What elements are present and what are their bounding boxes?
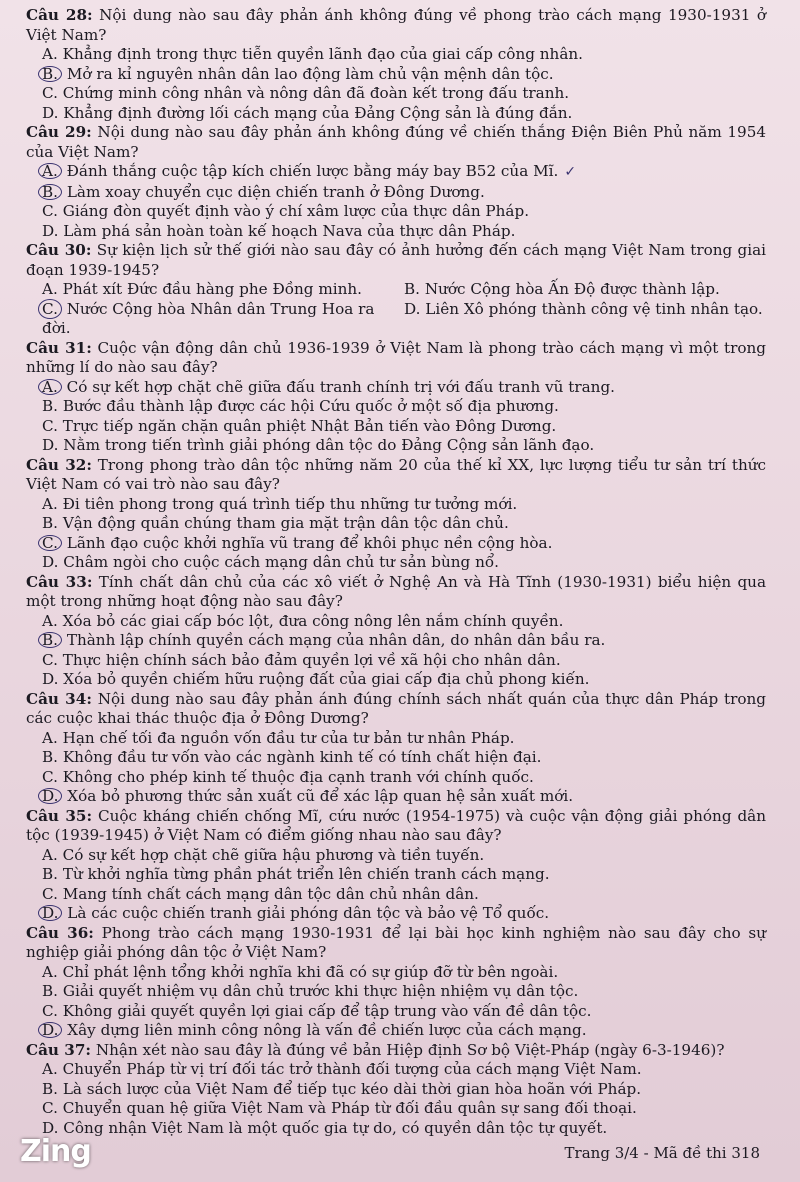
option-text: Không đầu tư vốn vào các ngành kinh tế có tính chất hiện đại. <box>62 748 542 766</box>
option-letter: C. <box>42 84 58 102</box>
question-number: Câu 29: <box>26 123 92 141</box>
option-letter: A. <box>38 379 62 395</box>
option-letter: B. <box>42 982 58 1000</box>
option-text: Thành lập chính quyền cách mạng của nhân dân, do nhân dân bầu ra. <box>66 631 606 649</box>
answer-option <box>42 729 766 749</box>
option-text: Liên Xô phóng thành công vệ tinh nhân tạo. <box>425 299 763 318</box>
answer-option <box>42 222 766 242</box>
option-text: Phát xít Đức đầu hàng phe Đồng minh. <box>62 280 362 298</box>
option-letter: C. <box>42 767 58 786</box>
option-letter: B. <box>38 632 62 648</box>
question-text: Nội dung nào sau đây phản ánh đúng chính sách nhất quán của thực dân Pháp trong các cuộc khai thác thuộc địa ở Đông Dương? <box>26 689 767 727</box>
question-block <box>26 690 766 807</box>
question-stem <box>26 690 766 729</box>
question-number: Câu 36: <box>26 923 94 942</box>
option-text: Bước đầu thành lập được các hội Cứu quốc ở một số địa phương. <box>62 397 559 415</box>
option-letter: D. <box>42 103 59 122</box>
question-number: Câu 33: <box>26 572 93 591</box>
answer-option <box>42 378 766 398</box>
option-text: Trực tiếp ngăn chặn quân phiệt Nhật Bản tiến vào Đông Dương. <box>62 416 557 435</box>
option-letter: B. <box>42 748 58 766</box>
option-letter: A. <box>42 962 58 981</box>
option-letter: C. <box>42 1001 58 1020</box>
answer-option <box>42 1002 766 1022</box>
option-text: Châm ngòi cho cuộc cách mạng dân chủ tư sản bùng nổ. <box>63 553 499 571</box>
option-text: Là sách lược của Việt Nam để tiếp tục kéo dài thời gian hòa hoãn với Pháp. <box>62 1079 642 1098</box>
option-letter: B. <box>38 184 62 200</box>
option-letter: C. <box>38 299 62 319</box>
option-letter: A. <box>42 1060 58 1078</box>
option-text: Khẳng định đường lối cách mạng của Đảng Cộng sản là đúng đắn. <box>63 103 573 122</box>
option-text: Có sự kết hợp chặt chẽ giữa hậu phương và tiền tuyến. <box>62 845 485 864</box>
check-mark-icon: ✓ <box>564 164 577 180</box>
answer-option <box>42 1080 766 1100</box>
option-letter: B. <box>38 66 62 82</box>
answer-option <box>42 612 766 632</box>
option-text: Lãnh đạo cuộc khởi nghĩa vũ trang để khôi phục nền cộng hòa. <box>66 533 553 552</box>
option-letter: D. <box>38 788 62 804</box>
question-text: Phong trào cách mạng 1930-1931 để lại bài học kinh nghiệm nào sau đây cho sự nghiệp giải phóng dân tộc ở Việt Nam? <box>26 923 767 961</box>
zing-logo: Zing <box>20 1134 91 1169</box>
option-text: Khẳng định trong thực tiễn quyền lãnh đạo của giai cấp công nhân. <box>62 45 584 63</box>
answer-option <box>42 417 766 437</box>
option-text: Làm xoay chuyển cục diện chiến tranh ở Đông Dương. <box>66 182 485 201</box>
question-stem <box>26 339 766 378</box>
question-block <box>26 924 766 1041</box>
question-block <box>26 339 766 456</box>
option-text: Vận động quần chúng tham gia mặt trận dân tộc dân chủ. <box>62 514 509 532</box>
option-text: Chuyển quan hệ giữa Việt Nam và Pháp từ đối đầu quân sự sang đối thoại. <box>62 1099 637 1117</box>
question-number: Câu 30: <box>26 241 92 259</box>
question-stem <box>26 573 766 612</box>
option-letter: B. <box>42 865 58 883</box>
option-text: Hạn chế tối đa nguồn vốn đầu tư của tư bản tư nhân Pháp. <box>62 728 515 747</box>
question-stem <box>26 123 766 162</box>
answer-option <box>42 104 766 124</box>
answer-option <box>42 748 766 768</box>
option-letter: D. <box>42 553 59 571</box>
question-text: Cuộc vận động dân chủ 1936-1939 ở Việt Nam là phong trào cách mạng vì một trong những lí do nào sau đây? <box>26 338 767 376</box>
answer-option <box>42 84 766 104</box>
question-number: Câu 32: <box>26 455 92 474</box>
option-text: Đánh thắng cuộc tập kích chiến lược bằng máy bay B52 của Mĩ. <box>66 162 559 180</box>
answer-option <box>42 45 766 65</box>
option-letter: C. <box>42 650 58 669</box>
option-letter: D. <box>42 436 59 454</box>
question-stem <box>26 924 766 963</box>
question-text: Tính chất dân chủ của các xô viết ở Nghệ An và Hà Tĩnh (1930-1931) biểu hiện qua một trong những hoạt động nào sau đây? <box>26 572 767 610</box>
answer-option <box>404 280 766 300</box>
question-text: Cuộc kháng chiến chống Mĩ, cứu nước (1954-1975) và cuộc vận động giải phóng dân tộc (1939-1945) ở Việt Nam có điểm giống nhau nào sau đây? <box>26 806 767 844</box>
option-letter: D. <box>404 299 421 318</box>
question-stem <box>26 807 766 846</box>
answer-option <box>42 982 766 1002</box>
answer-option-row <box>42 280 766 300</box>
answer-option <box>42 495 766 515</box>
option-text: Chỉ phát lệnh tổng khởi nghĩa khi đã có sự giúp đỡ từ bên ngoài. <box>62 962 559 981</box>
option-letter: B. <box>42 397 58 415</box>
answer-option <box>42 1119 766 1139</box>
option-letter: B. <box>404 280 420 298</box>
question-block <box>26 807 766 924</box>
answer-option <box>42 280 404 300</box>
answer-option <box>42 885 766 905</box>
option-letter: C. <box>42 1099 58 1117</box>
question-number: Câu 31: <box>26 338 92 357</box>
answer-option-row <box>42 300 766 339</box>
question-block <box>26 573 766 690</box>
answer-option <box>42 1021 766 1041</box>
answer-option <box>42 846 766 866</box>
answer-option <box>42 65 766 85</box>
option-letter: A. <box>38 163 62 179</box>
question-text: Trong phong trào dân tộc những năm 20 của thế kỉ XX, lực lượng tiểu tư sản trí thức Việt Nam có vai trò nào sau đây? <box>26 455 767 493</box>
option-letter: D. <box>42 1118 59 1137</box>
option-text: Mở ra kỉ nguyên nhân dân lao động làm chủ vận mệnh dân tộc. <box>66 64 554 83</box>
question-stem <box>26 1041 766 1061</box>
question-list <box>26 6 766 1138</box>
answer-option <box>42 514 766 534</box>
option-text: Xóa bỏ các giai cấp bóc lột, đưa công nông lên nắm chính quyền. <box>62 611 564 630</box>
option-letter: A. <box>42 728 58 747</box>
question-stem <box>26 241 766 280</box>
option-letter: C. <box>38 535 62 551</box>
option-letter: D. <box>38 905 62 921</box>
option-letter: C. <box>42 202 58 220</box>
answer-option <box>42 768 766 788</box>
question-block <box>26 456 766 573</box>
answer-option <box>42 904 766 924</box>
option-text: Không giải quyết quyền lợi giai cấp để tập trung vào vấn đề dân tộc. <box>62 1001 592 1020</box>
question-text: Sự kiện lịch sử thế giới nào sau đây có ảnh hưởng đến cách mạng Việt Nam trong giai đoạn 1939-1945? <box>26 241 767 279</box>
question-block <box>26 123 766 241</box>
option-text: Nước Cộng hòa Nhân dân Trung Hoa ra đời. <box>42 299 375 337</box>
answer-option <box>42 1060 766 1080</box>
option-letter: A. <box>42 494 58 513</box>
option-text: Nằm trong tiến trình giải phóng dân tộc do Đảng Cộng sản lãnh đạo. <box>63 436 595 454</box>
option-letter: A. <box>42 280 58 298</box>
option-text: Từ khởi nghĩa từng phần phát triển lên chiến tranh cách mạng. <box>62 865 550 883</box>
option-text: Giải quyết nhiệm vụ dân chủ trước khi thực hiện nhiệm vụ dân tộc. <box>62 982 579 1000</box>
answer-option <box>42 651 766 671</box>
answer-option <box>42 202 766 222</box>
option-letter: C. <box>42 416 58 435</box>
option-text: Chuyển Pháp từ vị trí đối tác trở thành đối tượng của cách mạng Việt Nam. <box>62 1060 642 1078</box>
answer-option <box>42 397 766 417</box>
option-text: Có sự kết hợp chặt chẽ giữa đấu tranh chính trị với đấu tranh vũ trang. <box>66 377 616 396</box>
answer-option <box>42 183 766 203</box>
answer-option <box>404 300 766 339</box>
question-text: Nhận xét nào sau đây là đúng về bản Hiệp định Sơ bộ Việt-Pháp (ngày 6-3-1946)? <box>95 1040 725 1059</box>
answer-option <box>42 162 766 183</box>
question-block <box>26 1041 766 1139</box>
option-text: Giáng đòn quyết định vào ý chí xâm lược của thực dân Pháp. <box>62 202 530 220</box>
option-text: Xóa bỏ phương thức sản xuất cũ để xác lập quan hệ sản xuất mới. <box>67 787 574 805</box>
question-block <box>26 241 766 339</box>
option-letter: A. <box>42 45 58 63</box>
answer-option <box>42 300 404 339</box>
question-stem <box>26 456 766 495</box>
option-letter: D. <box>42 670 59 688</box>
answer-option <box>42 865 766 885</box>
answer-option <box>42 1099 766 1119</box>
question-number: Câu 35: <box>26 806 93 825</box>
option-text: Mang tính chất cách mạng dân tộc dân chủ nhân dân. <box>62 884 479 903</box>
option-letter: B. <box>42 1079 58 1098</box>
option-letter: D. <box>42 221 59 240</box>
answer-option <box>42 787 766 807</box>
answer-option <box>42 963 766 983</box>
option-text: Nước Cộng hòa Ấn Độ được thành lập. <box>424 280 720 298</box>
option-text: Chứng minh công nhân và nông dân đã đoàn kết trong đấu tranh. <box>62 84 570 102</box>
option-text: Xóa bỏ quyền chiếm hữu ruộng đất của giai cấp địa chủ phong kiến. <box>63 670 590 688</box>
question-stem <box>26 6 766 45</box>
option-letter: C. <box>42 884 58 903</box>
question-number: Câu 37: <box>26 1040 91 1059</box>
option-text: Xây dựng liên minh công nông là vấn đề chiến lược của cách mạng. <box>67 1021 587 1039</box>
option-text: Không cho phép kinh tế thuộc địa cạnh tranh với chính quốc. <box>62 767 534 786</box>
answer-option <box>42 631 766 651</box>
answer-option <box>42 436 766 456</box>
option-letter: A. <box>42 611 58 630</box>
question-block <box>26 6 766 123</box>
question-number: Câu 28: <box>26 6 93 24</box>
answer-option <box>42 553 766 573</box>
answer-option <box>42 534 766 554</box>
option-letter: B. <box>42 514 58 532</box>
option-text: Là các cuộc chiến tranh giải phóng dân tộc và bảo vệ Tổ quốc. <box>67 904 550 922</box>
answer-option <box>42 670 766 690</box>
option-text: Đi tiên phong trong quá trình tiếp thu những tư tưởng mới. <box>62 494 518 513</box>
option-text: Thực hiện chính sách bảo đảm quyền lợi về xã hội cho nhân dân. <box>62 650 561 669</box>
option-letter: D. <box>38 1022 62 1038</box>
option-text: Làm phá sản hoàn toàn kế hoạch Nava của thực dân Pháp. <box>63 221 516 240</box>
option-letter: A. <box>42 845 58 864</box>
question-text: Nội dung nào sau đây phản ánh không đúng về chiến thắng Điện Biên Phủ năm 1954 của Việt Nam? <box>26 123 767 161</box>
question-text: Nội dung nào sau đây phản ánh không đúng về phong trào cách mạng 1930-1931 ở Việt Nam? <box>26 6 766 44</box>
option-text: Công nhận Việt Nam là một quốc gia tự do, có quyền dân tộc tự quyết. <box>63 1118 608 1137</box>
page-footer: Trang 3/4 - Mã đề thi 318 <box>564 1144 760 1162</box>
question-number: Câu 34: <box>26 689 92 708</box>
